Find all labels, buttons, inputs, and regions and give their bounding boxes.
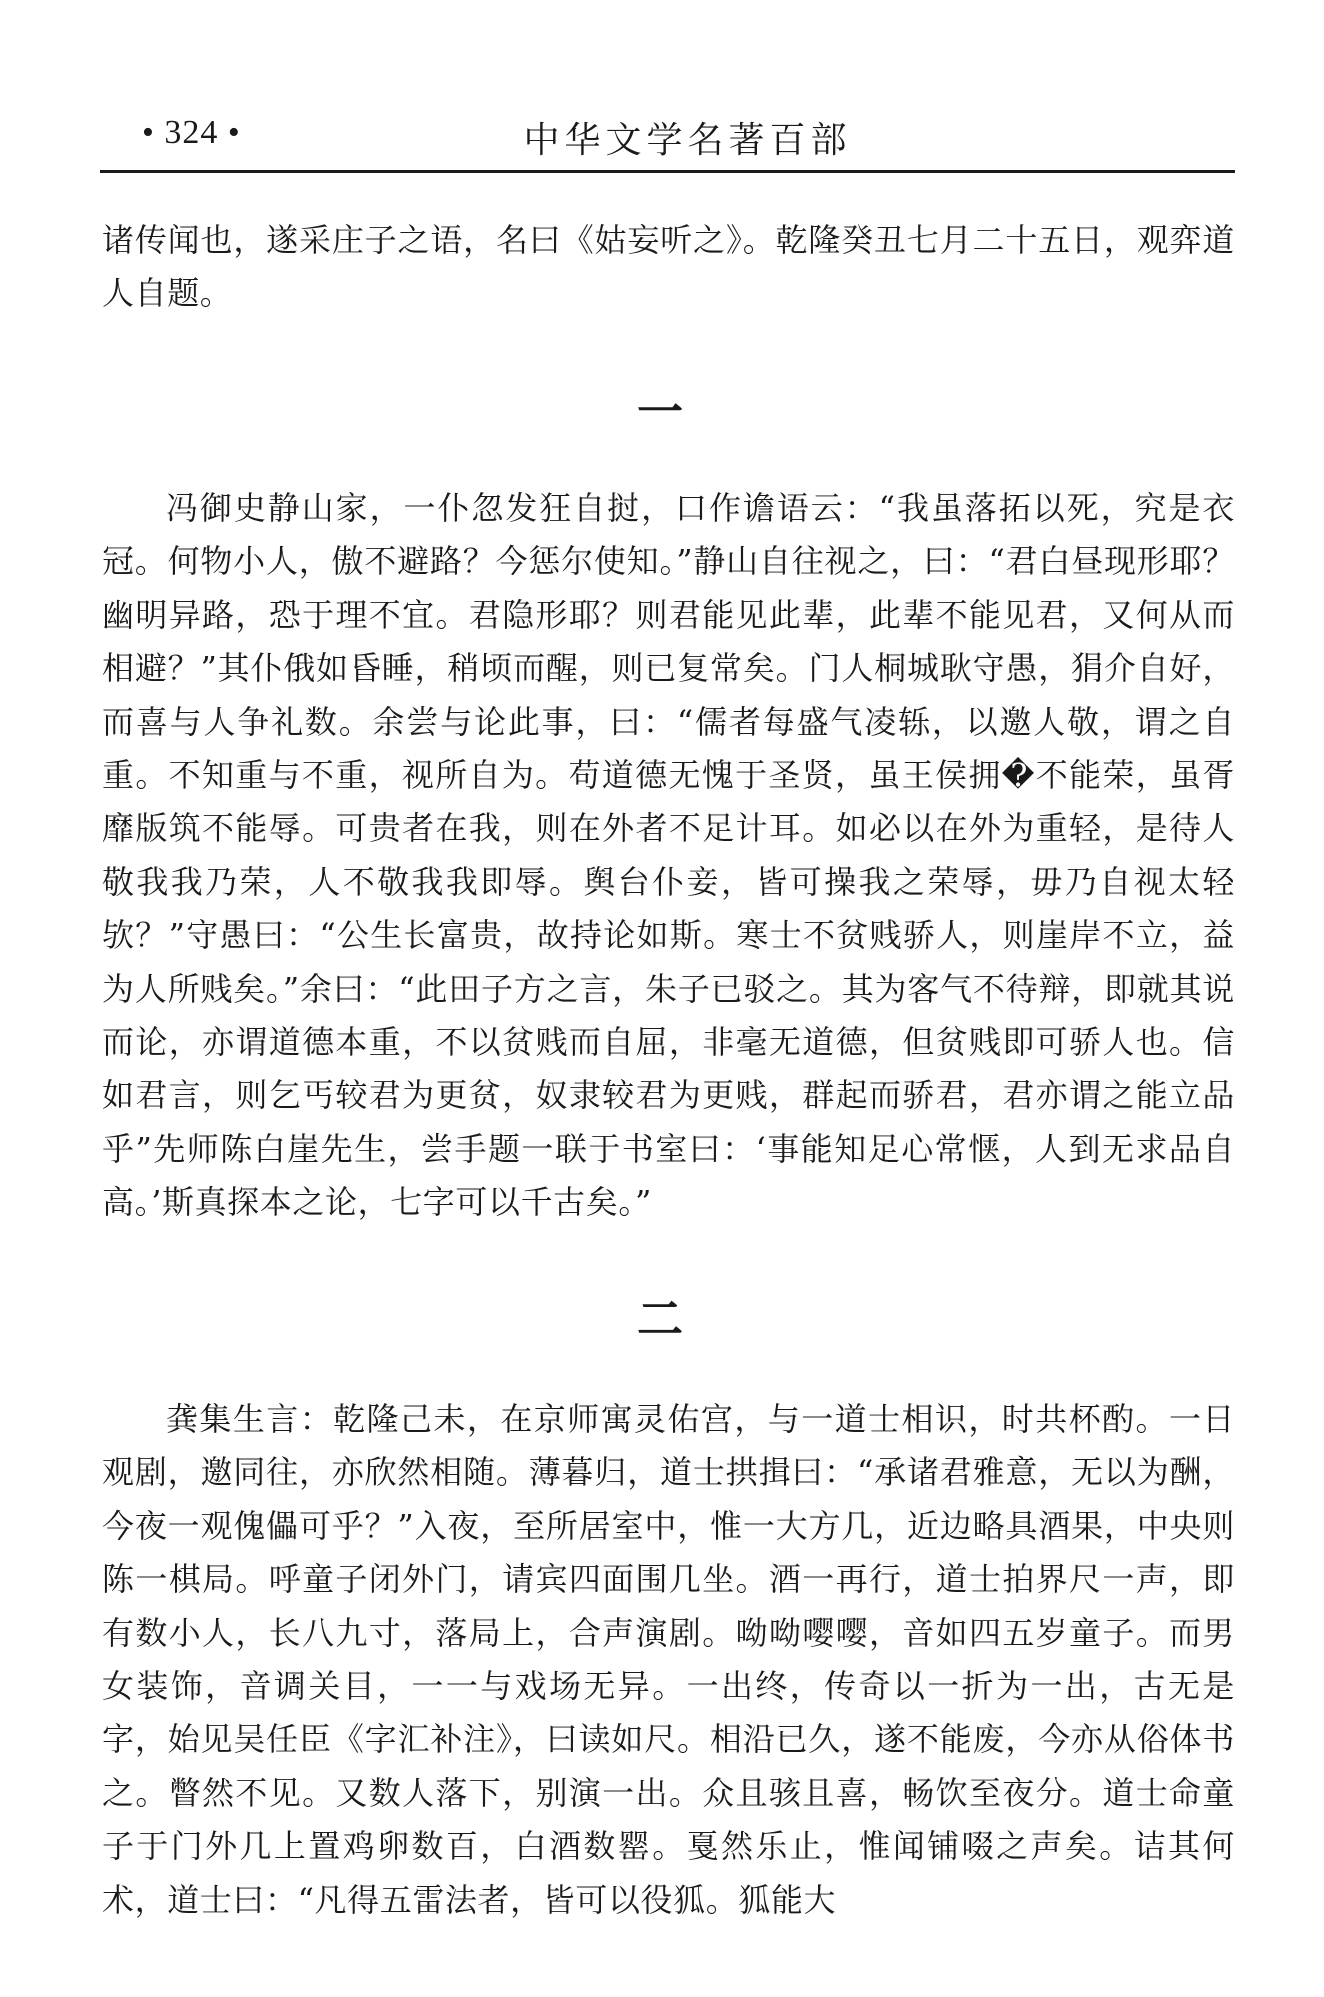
intro-paragraph: 诸传闻也，遂采庄子之语，名曰《姑妄听之》。乾隆癸丑七月二十五日，观弈道人自题。 xyxy=(102,221,1235,313)
intro-paragraph-block xyxy=(102,214,1235,321)
section-heading-one: 一 xyxy=(637,385,687,439)
section-one-paragraph: 冯御史静山家，一仆忽发狂自挝，口作谵语云：“我虽落拓以死，究是衣冠。何物小人，傲不避路？今惩尔使知。”静山自往视之，曰：“君白昼现形耶？幽明异路，恐于理不宜。君隐形耶？则君能见此辈，此辈不能见君，又何从而相避？”其仆俄如昏睡，稍顷而醒，则已复常矣。门人桐城耿守愚，狷介自好，而喜与人争礼数。余尝与论此事，曰：“儒者每盛气凌轹，以邀人敬，谓之自重。不知重与不重，视所自为。苟道德无愧于圣贤，虽王侯拥�不能荣，虽胥靡版筑不能辱。可贵者在我，则在外者不足计耳。如必以在外为重轻，是待人敬我我乃荣，人不敬我我即辱。舆台仆妾，皆可操我之荣辱，毋乃自视太轻欤？”守愚曰：“公生长富贵，故持论如斯。寒士不贫贱骄人，则崖岸不立，益为人所贱矣。”余曰：“此田子方之言，朱子已驳之。其为客气不待辩，即就其说而论，亦谓道德本重，不以贫贱而自屈，非毫无道德，但贫贱即可骄人也。信如君言，则乞丐较君为更贫，奴隶较君为更贱，群起而骄君，君亦谓之能立品乎”先师陈白崖先生，尝手题一联于书室曰：‘事能知足心常惬，人到无求品自高。’斯真探本之论，七字可以千古矣。” xyxy=(102,489,1235,1222)
section-one-body xyxy=(102,482,1235,1230)
section-heading-two: 二 xyxy=(637,1292,687,1346)
running-header xyxy=(100,108,1235,170)
header-rule xyxy=(100,170,1235,173)
section-two-body xyxy=(102,1393,1235,1927)
section-two-paragraph: 龚集生言：乾隆己未，在京师寓灵佑宫，与一道士相识，时共杯酌。一日观剧，邀同往，亦欣然相随。薄暮归，道士拱揖曰：“承诸君雅意，无以为酬，今夜一观傀儡可乎？”入夜，至所居室中，惟一大方几，近边略具酒果，中央则陈一棋局。呼童子闭外门，请宾四面围几坐。酒一再行，道士拍界尺一声，即有数小人，长八九寸，落局上，合声演剧。呦呦嘤嘤，音如四五岁童子。而男女装饰，音调关目，一一与戏场无异。一出终，传奇以一折为一出，古无是字，始见吴任臣《字汇补注》，曰读如尺。相沿已久，遂不能废，今亦从俗体书之。瞥然不见。又数人落下，别演一出。众且骇且喜，畅饮至夜分。道士命童子于门外几上置鸡卵数百，白酒数罂。戛然乐止，惟闻铺啜之声矣。诘其何术，道士曰：“凡得五雷法者，皆可以役狐。狐能大 xyxy=(102,1400,1235,1919)
book-title: 中华文学名著百部 xyxy=(523,120,852,161)
page-number: • 324 • xyxy=(142,114,241,151)
